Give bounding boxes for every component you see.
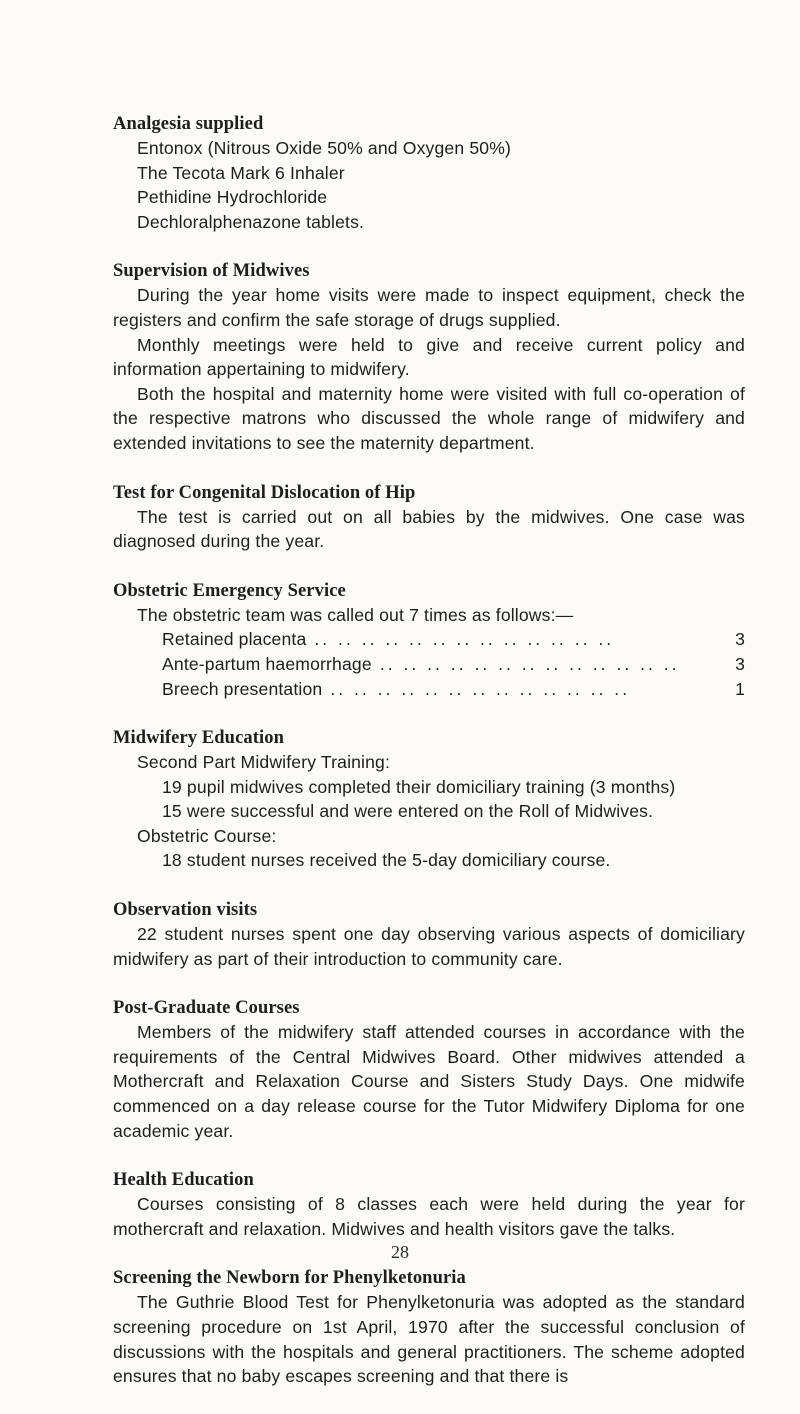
callout-row <box>113 652 745 677</box>
callout-label: Ante-partum haemorrhage <box>162 653 372 674</box>
section-post-graduate <box>113 996 745 1143</box>
callout-count: 3 <box>735 629 745 650</box>
observation-paragraph: 22 student nurses spent one day observing various aspects of domiciliary midwifery as part of their introduction to community care. <box>113 924 745 969</box>
leader-dots: .. .. .. .. .. .. .. .. .. .. .. .. .. <box>314 629 615 650</box>
section-supervision <box>113 259 745 455</box>
obstetric-course-label: Obstetric Course: <box>137 825 277 846</box>
analgesia-item: Dechloralphenazone tablets. <box>137 211 365 232</box>
supervision-paragraph: Monthly meetings were held to give and receive current policy and information appertaining to midwifery. <box>113 334 745 380</box>
second-part-line: 15 were successful and were entered on the Roll of Midwives. <box>162 801 654 822</box>
analgesia-item: Pethidine Hydrochloride <box>137 187 328 208</box>
section-analgesia <box>113 112 745 234</box>
section-midwifery-education <box>113 726 745 873</box>
health-education-paragraph: Courses consisting of 8 classes each were held during the year for mothercraft and relaxation. Midwives and health visitors gave the talks. <box>113 1194 745 1239</box>
callout-row <box>113 627 745 652</box>
heading-midwifery-education: Midwifery Education <box>113 728 284 749</box>
heading-post-graduate: Post-Graduate Courses <box>113 998 300 1019</box>
supervision-paragraph: Both the hospital and maternity home were visited with full co-operation of the respective matrons who discussed the whole range of midwifery and extended invitations to see the maternity department. <box>113 383 745 453</box>
section-obstetric-emergency <box>113 579 745 701</box>
document-page <box>113 112 745 1414</box>
heading-obstetric-emergency: Obstetric Emergency Service <box>113 580 346 601</box>
obstetric-course-line: 18 student nurses received the 5-day domiciliary course. <box>162 850 611 871</box>
leader-dots: .. .. .. .. .. .. .. .. .. .. .. .. .. <box>330 678 631 699</box>
section-screening <box>113 1266 745 1388</box>
analgesia-item: The Tecota Mark 6 Inhaler <box>137 162 345 183</box>
callout-label: Retained placenta <box>162 629 307 650</box>
second-part-line: 19 pupil midwives completed their domiciliary training (3 months) <box>162 776 676 797</box>
second-part-label: Second Part Midwifery Training: <box>137 752 391 773</box>
page-number: 28 <box>391 1242 409 1262</box>
heading-hip-test: Test for Congenital Dislocation of Hip <box>113 482 416 503</box>
hip-test-paragraph: The test is carried out on all babies by the midwives. One case was diagnosed during the year. <box>113 506 745 552</box>
screening-paragraph: The Guthrie Blood Test for Phenylketonuria was adopted as the standard screening procedure on 1st April, 1970 after the successful conclusion of discussions with the hospitals and general practitioners. The scheme adopted ensures that no baby escapes screening and that there is <box>113 1292 745 1387</box>
callout-label: Breech presentation <box>162 678 323 699</box>
callout-count: 1 <box>735 678 745 699</box>
heading-observation: Observation visits <box>113 900 258 921</box>
callout-count: 3 <box>735 653 745 674</box>
section-health-education <box>113 1168 745 1241</box>
obstetric-emergency-intro: The obstetric team was called out 7 times as follows:— <box>137 604 574 625</box>
heading-supervision: Supervision of Midwives <box>113 261 310 282</box>
post-graduate-paragraph: Members of the midwifery staff attended courses in accordance with the requirements of the Central Midwives Board. Other midwives attended a Mothercraft and Relaxation Course and Sisters Study Days. One midwife commenced on a day release course for the Tutor Midwifery Diploma for one academic year. <box>113 1022 745 1141</box>
leader-dots: .. .. .. .. .. .. .. .. .. .. .. .. .. <box>379 653 680 674</box>
analgesia-item: Entonox (Nitrous Oxide 50% and Oxygen 50%) <box>137 138 512 158</box>
heading-screening: Screening the Newborn for Phenylketonuria <box>113 1268 466 1289</box>
supervision-paragraph: During the year home visits were made to inspect equipment, check the registers and confirm the safe storage of drugs supplied. <box>113 285 745 330</box>
section-observation <box>113 898 745 971</box>
heading-analgesia: Analgesia supplied <box>113 114 264 134</box>
callout-row <box>113 677 745 702</box>
heading-health-education: Health Education <box>113 1170 254 1191</box>
section-hip-test <box>113 481 745 554</box>
